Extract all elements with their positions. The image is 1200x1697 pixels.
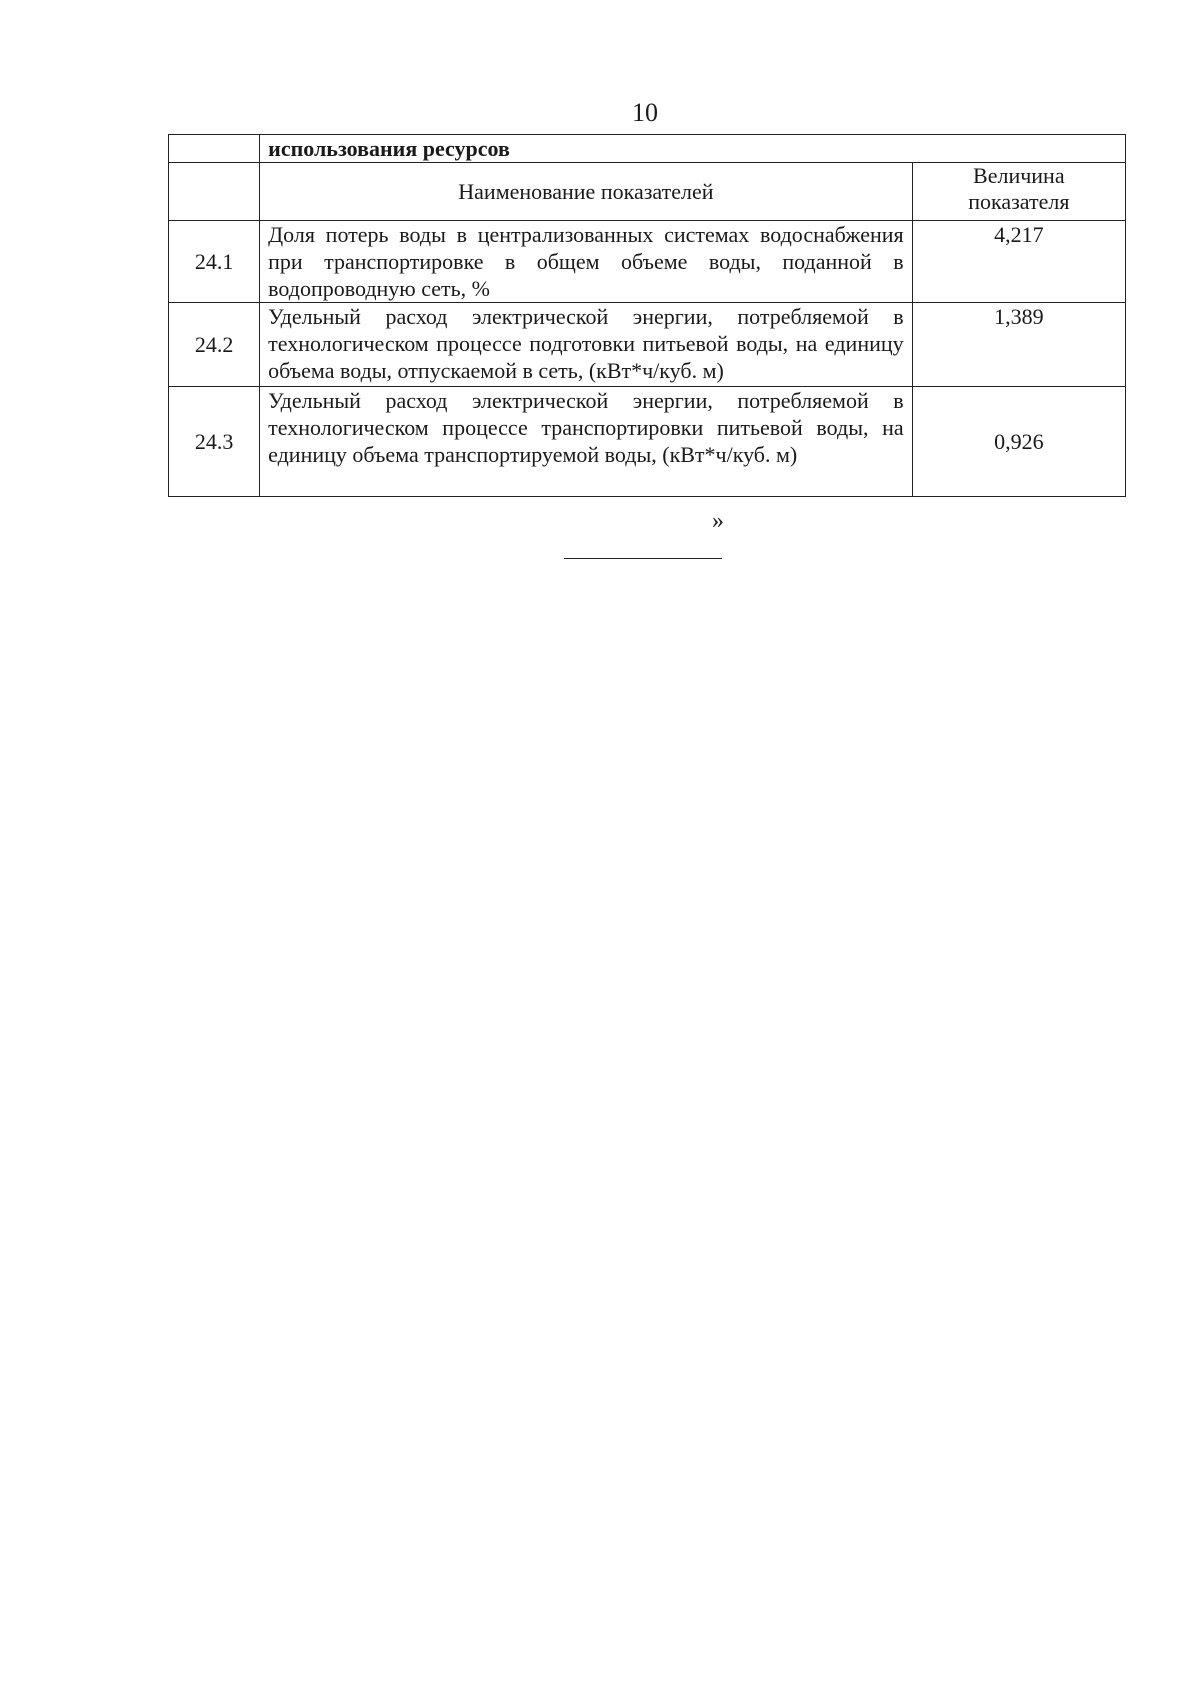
- closing-quote: »: [712, 508, 724, 534]
- section-title: использования ресурсов: [260, 135, 1126, 163]
- table-row: [169, 221, 1126, 303]
- row-name: Удельный расход электрической энергии, потребляемой в технологическом процессе подготовки питьевой воды, на единицу объема воды, отпускаемой в сеть, (кВт*ч/куб. м): [260, 303, 913, 387]
- row-number: 24.3: [169, 387, 260, 497]
- indicators-table: [168, 134, 1126, 497]
- header-num-cell: [169, 163, 260, 221]
- row-value: 4,217: [912, 221, 1125, 303]
- row-value: 0,926: [912, 387, 1125, 497]
- table-row: [169, 303, 1126, 387]
- header-row: [169, 163, 1126, 221]
- section-row: [169, 135, 1126, 163]
- row-number: 24.2: [169, 303, 260, 387]
- table-row: [169, 387, 1126, 497]
- separator-line: [564, 558, 722, 559]
- row-name: Удельный расход электрической энергии, потребляемой в технологическом процессе транспортировки питьевой воды, на единицу объема транспортируемой воды, (кВт*ч/куб. м): [260, 387, 913, 497]
- header-name: Наименование показателей: [260, 163, 913, 221]
- page-number: 10: [632, 98, 658, 127]
- row-value: 1,389: [912, 303, 1125, 387]
- header-value: Величина показателя: [912, 163, 1125, 221]
- section-num-cell: [169, 135, 260, 163]
- row-name: Доля потерь воды в централизованных системах водоснабжения при транспортировке в общем объеме воды, поданной в водопроводную сеть, %: [260, 221, 913, 303]
- row-number: 24.1: [169, 221, 260, 303]
